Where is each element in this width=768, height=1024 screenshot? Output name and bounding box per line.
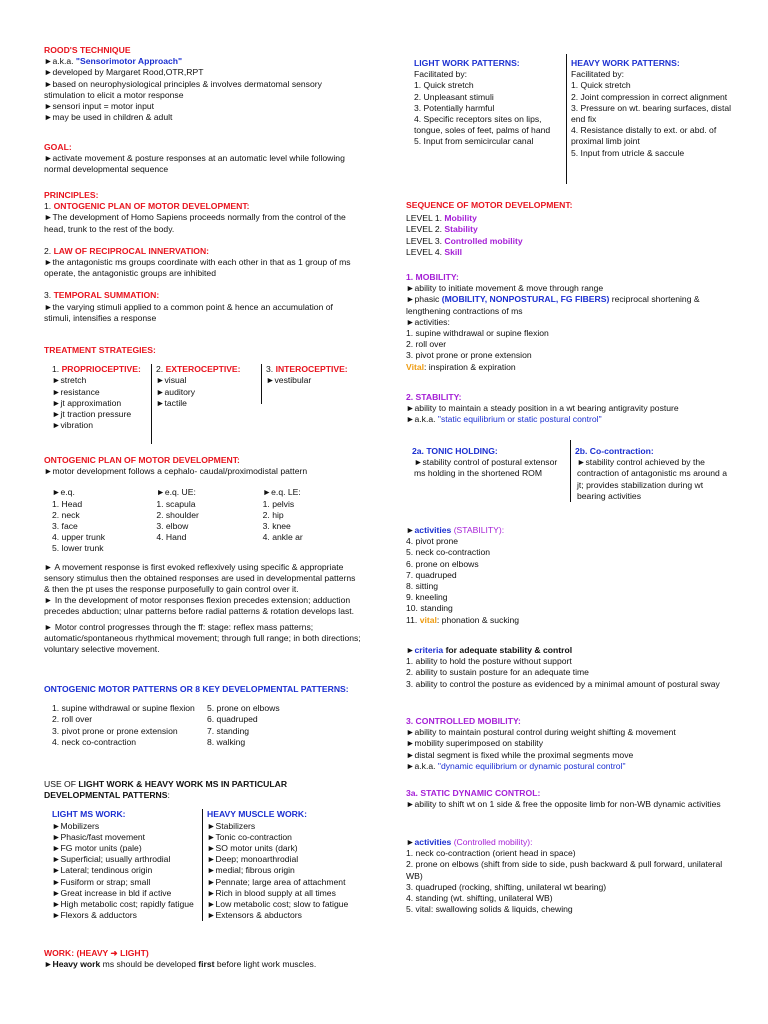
ontogenic-para: ► Motor control progresses through the ff: stage: reflex mass patterns; automatic/spontaneous rhythmical movement; through full range; in both directions; voluntary selective movement. (44, 621, 361, 655)
list-item: ►mobility superimposed on stability (406, 738, 543, 749)
treatment-columns (52, 364, 362, 444)
list-item: ►medial; fibrous origin (207, 865, 295, 876)
example-col-head: ►e.q. 1. Head 2. neck 3. face 4. upper trunk 5. lower trunk (52, 487, 106, 554)
static-dynamic-title: 3a. STATIC DYNAMIC CONTROL: (406, 788, 541, 798)
ontogenic-para: ► A movement response is first evoked reflexively using specific & appropriate sensory stimulus then the obtained responses are used in developmental patterns & then the pt uses the response purposefully to gain control over it. (44, 561, 356, 595)
list-item: ►Extensors & abductors (207, 910, 302, 921)
principle-1-heading: 1. ONTOGENIC PLAN OF MOTOR DEVELOPMENT: (44, 201, 250, 212)
patterns-col-2 (207, 703, 337, 748)
principle-3-heading: 3. TEMPORAL SUMMATION: (44, 290, 160, 301)
list-item: ►Deep; monoarthrodial (207, 854, 299, 865)
list-item: ►Low metabolic cost; slow to fatigue (207, 899, 349, 910)
principle-3-text: ►the varying stimuli applied to a common point & hence an accumulation of stimuli, intensifies a response (44, 301, 333, 323)
sequence-section (406, 200, 730, 258)
light-patterns-title: LIGHT WORK PATTERNS: (414, 58, 520, 68)
example-col-ue: ►e.q. UE: 1. scapula 2. shoulder 3. elbow 4. Hand (156, 487, 199, 543)
patterns-title: ONTOGENIC MOTOR PATTERNS OR 8 KEY DEVELOPMENTAL PATTERNS: (44, 684, 349, 694)
co-contraction: 2b. Co-contraction: ►stability control achieved by the contraction of antagonistic ms around a jt; provides stabilization during wt bearing activities (570, 440, 728, 502)
list-item: 1. Quick stretch (414, 80, 474, 91)
goal-section (44, 142, 362, 176)
stability-section: 2. STABILITY: ►ability to maintain a steady position in a wt bearing antigravity posture ►a.k.a. "static equilibrium or static postural control" (406, 392, 724, 426)
ontogenic-title: ONTOGENIC PLAN OF MOTOR DEVELOPMENT: (44, 455, 240, 465)
controlled-title: 3. CONTROLLED MOBILITY: (406, 716, 521, 726)
static-dynamic-section: 3a. STATIC DYNAMIC CONTROL: ►ability to shift wt on 1 side & free the opposite limb for non-WB dynamic activities (406, 788, 724, 810)
patterns-col-1 (52, 703, 207, 748)
list-item: ►jt approximation (52, 397, 122, 408)
level-2: LEVEL 2. Stability (406, 224, 478, 235)
principle-2-heading: 2. LAW OF RECIPROCAL INNERVATION: (44, 245, 210, 256)
list-item: ►Lateral; tendinous origin (52, 865, 153, 876)
list-item: 3. Pressure on wt. bearing surfaces, distal end fix (571, 102, 732, 125)
work-section (44, 948, 362, 970)
list-item: 1. neck co-contraction (orient head in space) (406, 848, 576, 859)
list-item: 5. vital: swallowing solids & liquids, chewing (406, 904, 573, 915)
rood-line: ►based on neurophysiological principles & involves dermatomal sensory stimulation to elicit a motor response (44, 78, 322, 100)
list-item: 3. Potentially harmful (414, 102, 495, 113)
list-item: Facilitated by: (571, 69, 625, 80)
list-item: 5. neck co-contraction (406, 547, 491, 558)
list-item: ►distal segment is fixed while the proximal segments move (406, 749, 634, 760)
tonic-holding: 2a. TONIC HOLDING: ►stability control of postural extensor ms holding in the shortened ROM (412, 446, 570, 502)
treatment-col-interoceptive: 3. INTEROCEPTIVE: ►vestibular (261, 364, 361, 404)
list-item: ►SO motor units (dark) (207, 843, 298, 854)
list-item: ►stretch (52, 375, 87, 386)
list-item: 7. quadruped (406, 569, 457, 580)
controlled-mobility-activities: ►activities (Controlled mobility): 1. neck co-contraction (orient head in space) 2. prone on elbows (shift from side to side, push backward & pull forward, unilateral WB) 3. quadruped (rocking, shifting, unilateral wt bearing) 4. standing (wt. shifting, unilateral WB) 5. vital: swallowing solids & liquids, chewing (406, 837, 723, 915)
list-item: ►visual (156, 375, 187, 386)
treatment-title: TREATMENT STRATEGIES: (44, 345, 156, 355)
list-item: 4. neck co-contraction (52, 736, 137, 747)
ontogenic-para: ► In the development of motor responses flexion precedes extension; adduction precedes abduction; ulnar patterns before radial patterns & rotation develops last. (44, 595, 355, 617)
list-item: ►Rich in blood supply at all times (207, 887, 336, 898)
use-section (44, 779, 362, 921)
work-columns (52, 809, 362, 921)
list-item: ►vibration (52, 420, 93, 431)
ontogenic-section (44, 455, 362, 655)
list-item: 1. ability to hold the posture without support (406, 656, 572, 667)
rood-line: ►developed by Margaret Rood,OTR,RPT (44, 67, 204, 78)
list-item: 5. prone on elbows (207, 703, 280, 714)
mobility-section: 1. MOBILITY: ►ability to initiate movement & move through range ►phasic (MOBILITY, NONPOSTURAL, FG FIBERS) reciprocal shortening & lengthening contractions of ms ►activities: 1. supine withdrawal or supine flexion 2. roll over 3. pivot prone or prone extension Vital: inspiration & expiration (406, 272, 724, 373)
list-item: ►Flexors & adductors (52, 910, 137, 921)
level-4: LEVEL 4. Skill (406, 246, 463, 257)
list-item: 9. kneeling (406, 592, 448, 603)
list-item: ►resistance (52, 386, 100, 397)
list-item: 5. Input from utricle & saccule (571, 147, 685, 158)
rood-line: ►sensori input = motor input (44, 101, 155, 112)
light-ms-work (52, 809, 202, 921)
patterns-list (52, 703, 362, 748)
list-item: ►Fusiform or strap; small (52, 876, 151, 887)
level-1: LEVEL 1. Mobility (406, 213, 477, 224)
list-item: 7. standing (207, 725, 250, 736)
goal-title: GOAL: (44, 142, 72, 152)
example-col-le: ►e.q. LE: 1. pelvis 2. hip 3. knee 4. ankle ar (262, 487, 303, 543)
list-item: 1. supine withdrawal or supine flexion (52, 703, 195, 714)
list-item: ►High metabolic cost; rapidly fatigue (52, 899, 194, 910)
heavy-patterns-title: HEAVY WORK PATTERNS: (571, 58, 680, 68)
light-work-patterns (414, 58, 566, 184)
principle-1-text: ►The development of Homo Sapiens proceeds normally from the control of the head, trunk to the rest of the body. (44, 212, 346, 234)
vital-line: 11. vital: phonation & sucking (406, 614, 520, 625)
tonic-title: 2a. TONIC HOLDING: (412, 446, 498, 456)
list-item: 8. sitting (406, 581, 439, 592)
ontogenic-text: ►motor development follows a cephalo- caudal/proximodistal pattern (44, 466, 308, 477)
stability-title: 2. STABILITY: (406, 392, 462, 402)
list-item: ►jt traction pressure (52, 409, 132, 420)
principle-2-text: ►the antagonistic ms groups coordinate with each other in that as 1 group of ms operate, the antagonistic groups are inhibited (44, 257, 351, 279)
list-item: 6. prone on elbows (406, 558, 479, 569)
list-item: Facilitated by: (414, 69, 468, 80)
list-item: 2. roll over (406, 339, 447, 350)
list-item: 4. Specific receptors sites on lips, tongue, soles of feet, palms of hand (414, 114, 551, 136)
principles-section (44, 190, 362, 324)
criteria-section: ►criteria for adequate stability & control 1. ability to hold the posture without support 2. ability to sustain posture for an adequate time 3. ability to control the posture as evidenced by a minimal amount of postural sway (406, 645, 724, 690)
controlled-mobility-section: 3. CONTROLLED MOBILITY: ►ability to maintain postural control during weight shifting & movement ►mobility superimposed on stability ►distal segment is fixed while the proximal segments move ►a.k.a. "dynamic equilibrium or dynamic postural control" (406, 716, 724, 772)
list-item: 8. walking (207, 736, 246, 747)
list-item: 3. quadruped (rocking, shifting, unilateral wt bearing) (406, 881, 607, 892)
rood-aka: ►a.k.a. "Sensorimotor Approach" (44, 56, 183, 67)
list-item: ►Great increase in bld if active (52, 887, 172, 898)
vital-line: Vital: inspiration & expiration (406, 361, 516, 372)
list-item: 1. Quick stretch (571, 80, 631, 91)
list-item: 2. ability to sustain posture for an adequate time (406, 667, 589, 678)
list-item: ►activities: (406, 316, 450, 327)
ontogenic-examples (52, 487, 362, 554)
cocon-title: 2b. Co-contraction: (575, 446, 654, 456)
list-item: 1. supine withdrawal or supine flexion (406, 328, 549, 339)
list-item: ►FG motor units (pale) (52, 843, 142, 854)
list-item: 10. standing (406, 603, 453, 614)
rood-line: ►may be used in children & adult (44, 112, 173, 123)
list-item: 4. standing (wt. shifting, unilateral WB) (406, 893, 553, 904)
goal-text: ►activate movement & posture responses at an automatic level while following normal developmental sequence (44, 153, 345, 175)
mobility-title: 1. MOBILITY: (406, 272, 459, 282)
work-title: WORK: (HEAVY ➜ LIGHT) (44, 948, 149, 958)
list-item: ►Stabilizers (207, 820, 256, 831)
list-item: 2. Joint compression in correct alignment (571, 91, 728, 102)
use-heading: USE OF LIGHT WORK & HEAVY WORK MS IN PARTICULAR DEVELOPMENTAL PATTERNS: (44, 779, 288, 801)
light-ms-title: LIGHT MS WORK: (52, 809, 126, 820)
list-item: ►auditory (156, 386, 196, 397)
list-item: 3. pivot prone or prone extension (406, 350, 532, 361)
list-item: ►Superficial; usually arthrodial (52, 854, 171, 865)
rood-title: ROOD'S TECHNIQUE (44, 45, 131, 55)
work-patterns (414, 58, 734, 184)
list-item: 3. pivot prone or prone extension (52, 725, 178, 736)
heavy-work-patterns (566, 54, 734, 184)
treatment-section (44, 345, 362, 444)
list-item: ►Mobilizers (52, 820, 100, 831)
level-3: LEVEL 3. Controlled mobility (406, 235, 523, 246)
list-item: 4. Resistance distally to ext. or abd. of proximal limb joint (571, 125, 717, 147)
list-item: 2. Unpleasant stimuli (414, 91, 494, 102)
work-text: ►Heavy work ms should be developed first before light work muscles. (44, 959, 317, 970)
list-item: 6. quadruped (207, 714, 258, 725)
sequence-title: SEQUENCE OF MOTOR DEVELOPMENT: (406, 200, 573, 210)
principles-title: PRINCIPLES: (44, 190, 99, 200)
list-item: 4. pivot prone (406, 536, 459, 547)
list-item: ►tactile (156, 397, 187, 408)
list-item: ►Tonic co-contraction (207, 831, 292, 842)
list-item: 5. Input from semicircular canal (414, 136, 534, 147)
stability-boxes (412, 446, 732, 502)
list-item: 2. roll over (52, 714, 93, 725)
list-item: ►vestibular (266, 375, 312, 386)
list-item: ►Pennate; large area of attachment (207, 876, 346, 887)
list-item: 2. prone on elbows (shift from side to side, push backward & pull forward, unilateral WB) (406, 859, 723, 881)
stability-activities: ►activities (STABILITY): 4. pivot prone 5. neck co-contraction 6. prone on elbows 7. quadruped 8. sitting 9. kneeling 10. standing 11. vital: phonation & sucking (406, 525, 724, 626)
list-item: ►ability to maintain postural control during weight shifting & movement (406, 727, 676, 738)
list-item: 3. ability to control the posture as evidenced by a minimal amount of postural sway (406, 678, 720, 689)
patterns-section (44, 684, 362, 748)
list-item: ►Phasic/fast movement (52, 831, 146, 842)
treatment-col-exteroceptive: 2. EXTEROCEPTIVE: ►visual ►auditory ►tactile (151, 364, 261, 444)
rood-section (44, 45, 362, 123)
treatment-col-proprioceptive: 1. PROPRIOCEPTIVE: ►stretch ►resistance ►jt approximation ►jt traction pressure ►vibration (52, 364, 151, 444)
heavy-muscle-work (202, 809, 357, 921)
heavy-ms-title: HEAVY MUSCLE WORK: (207, 809, 307, 820)
